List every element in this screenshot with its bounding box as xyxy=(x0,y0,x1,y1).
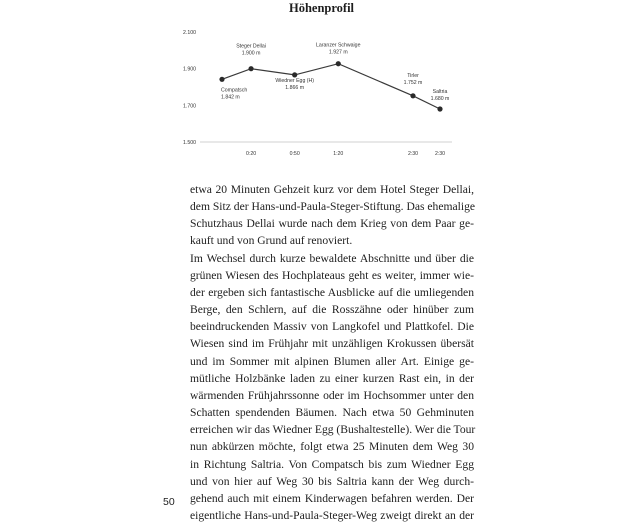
point-elevation-label: 1.842 m xyxy=(221,94,240,101)
data-point xyxy=(336,61,341,66)
text-line: etwa 20 Minuten Gehzeit kurz vor dem Hotel Steger Dellai, xyxy=(190,183,474,196)
text-line: Wiesen sind im Frühjahr mit unzähligen Krokussen übersät xyxy=(190,337,474,351)
text-line: gehend auch mit einem Kinderwagen befahren werden. Der xyxy=(190,491,474,505)
text-line: und im Sommer mit alpinen Blumen aller Art. Einige ge- xyxy=(190,354,474,368)
data-point xyxy=(410,93,415,98)
point-name-label: Laranzer Schwaige xyxy=(316,42,361,49)
y-tick-label: 1.900 xyxy=(183,66,196,73)
point-name-label: Compatsch xyxy=(221,87,248,94)
text-line: Berge, den Schlern, auf die Rosszähne oder hinüber zum xyxy=(190,303,474,317)
data-point xyxy=(437,106,442,111)
point-name-label: Wiedner Egg (H) xyxy=(275,77,314,84)
x-tick-label: 2:30 xyxy=(434,151,446,157)
y-tick-label: 2.100 xyxy=(183,30,196,36)
body-text xyxy=(190,181,474,524)
point-name-label: Steger Dellai xyxy=(236,43,266,50)
page-title: Höhenprofil xyxy=(288,1,355,15)
y-tick-label: 1.700 xyxy=(183,103,196,110)
page-number: 50 xyxy=(163,496,175,508)
text-line: und von hier auf Weg 30 bis Saltria kann der Weg durch- xyxy=(190,474,474,488)
point-elevation-label: 1.927 m xyxy=(328,49,348,56)
data-point xyxy=(292,72,297,77)
y-tick-label: 1.500 xyxy=(183,140,196,146)
text-line: Schatten spendenden Bäumen. Nach etwa 50 Gehminuten xyxy=(190,406,474,420)
x-tick-label: 1:20 xyxy=(333,151,344,157)
x-axis xyxy=(246,151,445,157)
data-point xyxy=(219,77,224,82)
text-line: wärmenden Frühjahrssonne oder im Hochsommer unter den xyxy=(190,388,474,402)
text-line: Schutzhaus Dellai wurde nach dem Krieg von dem Paar ge- xyxy=(190,217,474,231)
x-tick-label: 0:20 xyxy=(246,151,257,157)
text-line: nun abkürzen möchte, folgt etwa 25 Minuten dem Weg 30 xyxy=(190,440,474,454)
elevation-series xyxy=(219,61,442,111)
text-line: erreichen wir das Wiedner Egg (Bushaltestelle). Wer die Tour xyxy=(190,423,476,437)
text-line: grünen Wiesen des Hochplateaus geht es weiter, immer wie- xyxy=(190,268,474,282)
point-labels xyxy=(221,43,449,102)
text-line: mütliche Holzbänke laden zu einer kurzen Rast ein, in der xyxy=(190,371,474,385)
data-point xyxy=(248,66,253,71)
point-elevation-label: 1.752 m xyxy=(403,79,423,86)
point-elevation-label: 1.866 m xyxy=(285,84,305,91)
elevation-line xyxy=(222,64,440,109)
point-name-label: Saltria xyxy=(432,89,448,95)
text-line: beeindruckenden Massiv von Langkofel und Plattkofel. Die xyxy=(190,320,474,334)
point-elevation-label: 1.900 m xyxy=(241,50,261,57)
point-elevation-label: 1.680 m xyxy=(430,96,450,102)
text-line: kauft und von Grund auf renoviert. xyxy=(190,234,353,248)
text-line: der ergeben sich fantastische Ausblicke auf die umliegenden xyxy=(190,285,474,299)
text-line: Im Wechsel durch kurze bewaldete Abschnitte und über die xyxy=(190,251,474,265)
text-line: eigentliche Hans-und-Paula-Steger-Weg zweigt direkt an der xyxy=(190,508,474,522)
x-tick-label: 0:50 xyxy=(289,151,300,157)
point-name-label: Tirler xyxy=(407,72,419,79)
text-line: in Richtung Saltria. Von Compatsch bis zum Wiedner Egg xyxy=(190,457,474,471)
elevation-profile-chart xyxy=(0,0,643,180)
x-tick-label: 2:30 xyxy=(407,151,419,157)
text-line: dem Sitz der Hans-und-Paula-Steger-Stiftung. Das ehemalige xyxy=(190,200,476,214)
